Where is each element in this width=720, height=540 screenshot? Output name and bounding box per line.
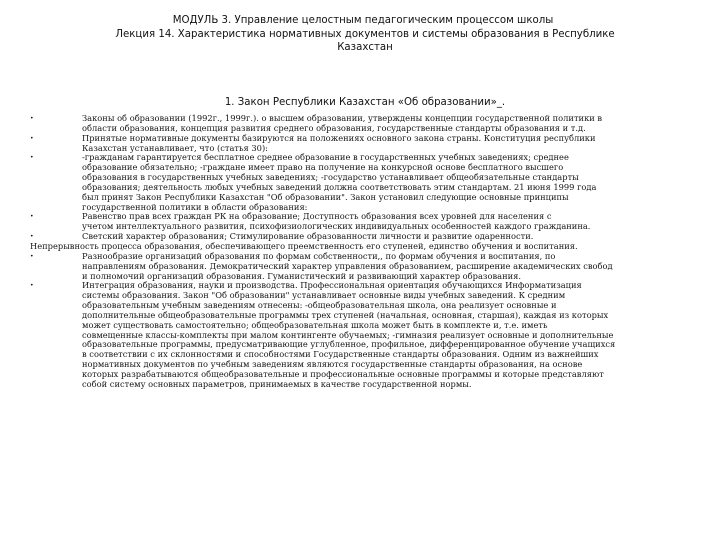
bullet-paragraph xyxy=(30,114,696,134)
text-line: образование обязательно; -граждане имеет право на получение на конкурсной основе бесплатного высшего xyxy=(82,162,564,173)
text-line: совмещенные классы-комплекты при малом контингенте обучаемых; -гимназия реализует основные и дополнительные xyxy=(82,329,614,340)
text-line: Равенство прав всех граждан РК на образование; Доступность образования всех уровней для населения с xyxy=(82,211,552,222)
text-line: учетом интеллектуального развития, психофизиологических индивидуальных особенностей каждого гражданина. xyxy=(82,221,591,232)
bullet-icon: • xyxy=(30,233,34,241)
bullet-icon: • xyxy=(30,154,34,162)
text-line: Казахстан устанавливает, что (статья 30): xyxy=(82,142,268,153)
bullet-icon: • xyxy=(30,115,34,122)
text-line: Светский характер образования; Стимулирование образованности личности и развитие одаренности. xyxy=(82,231,534,242)
bullet-icon: • xyxy=(30,282,34,290)
text-line: в соответствии с их склонностями и способностями Государственные стандарты образования. Одним из важнейших xyxy=(82,349,599,360)
bullet-paragraph xyxy=(30,153,696,212)
text-line: нормативных документов по учебным заведениям являются государственные стандарты образования, на основе xyxy=(82,359,583,370)
bullet-icon: • xyxy=(30,213,34,221)
text-line: области образования, концепция развития среднего образования, государственные стандарты образования и т.д. xyxy=(82,122,586,133)
text-line: государственной политики в области образования: xyxy=(82,201,308,212)
text-line: может существовать самостоятельно; общеобразовательная школа может быть в комплекте и, т.е. иметь xyxy=(82,319,548,330)
text-line: был принят Закон Республики Казахстан "Об образовании". Закон установил следующие основные принципы xyxy=(82,191,569,202)
bullet-paragraph xyxy=(30,281,696,389)
text-line: -гражданам гарантируется бесплатное среднее образование в государственных учебных заведениях; среднее xyxy=(82,152,569,163)
bullet-icon: • xyxy=(30,252,34,260)
text-line: образовательным учебным заведениям отнесены: -общеобразовательная школа, она реализует основные и xyxy=(82,300,557,311)
bullet-paragraph xyxy=(30,252,696,282)
text-line: и полномочий организаций образования. Гуманистический и развивающий характер образования. xyxy=(82,270,522,281)
bullet-icon: • xyxy=(30,134,34,142)
lecture-title: Лекция 14. Характеристика нормативных документов и системы образования в Республике xyxy=(115,28,615,40)
text-line: Непрерывность процесса образования, обеспечивающего преемственность его ступеней, единство обучения и воспитания. xyxy=(30,240,578,251)
text-line: которых разрабатываются общеобразовательные и профессиональные основные программы и которые представляют xyxy=(82,368,604,379)
text-line: Законы об образовании (1992г., 1999г.). о высшем образовании, утверждены концепции государственной политики в xyxy=(82,113,603,123)
text-line: образования; деятельность любых учебных заведений должна соответствовать этим стандартам. 21 июня 1999 года xyxy=(82,181,597,192)
text-line: системы образования. Закон "Об образовании" устанавливает основные виды учебных заведений. К средним xyxy=(82,290,566,301)
bullet-paragraph xyxy=(30,212,696,232)
text-line: Разнообразие организаций образования по формам собственности,, по формам обучения и воспитания, по xyxy=(82,250,556,261)
lecture-header xyxy=(70,14,660,55)
bullet-paragraph xyxy=(30,134,696,154)
lecture-body xyxy=(30,114,696,390)
text-line: образования в государственных учебных заведениях; -государство устанавливает общеобязательные стандарты xyxy=(82,172,579,183)
text-line: направлениям образования. Демократический характер управления образованием, расширение академических свобод xyxy=(82,260,613,271)
text-line: Интеграция образования, науки и производства. Профессиональная ориентация обучающихся Информатизация xyxy=(82,280,582,291)
text-line: собой систему основных параметров, принимаемых в качестве государственной нормы. xyxy=(82,378,472,389)
section-heading: 1. Закон Республики Казахстан «Об образовании»_. xyxy=(224,97,506,108)
text-line: образовательные программы, предусматривающие углубленное, профильное, дифференцированное обучение учащихся xyxy=(82,339,616,350)
text-line: Принятые нормативные документы базируются на положениях основного закона страны. Конституция республики xyxy=(82,132,596,143)
text-line: дополнительные общеобразовательные программы трех ступеней (начальная, основная, старшая), каждая из которых xyxy=(82,309,609,320)
lecture-title-continued: Казахстан xyxy=(337,42,393,53)
module-title: МОДУЛЬ 3. Управление целостным педагогическим процессом школы xyxy=(172,15,554,26)
